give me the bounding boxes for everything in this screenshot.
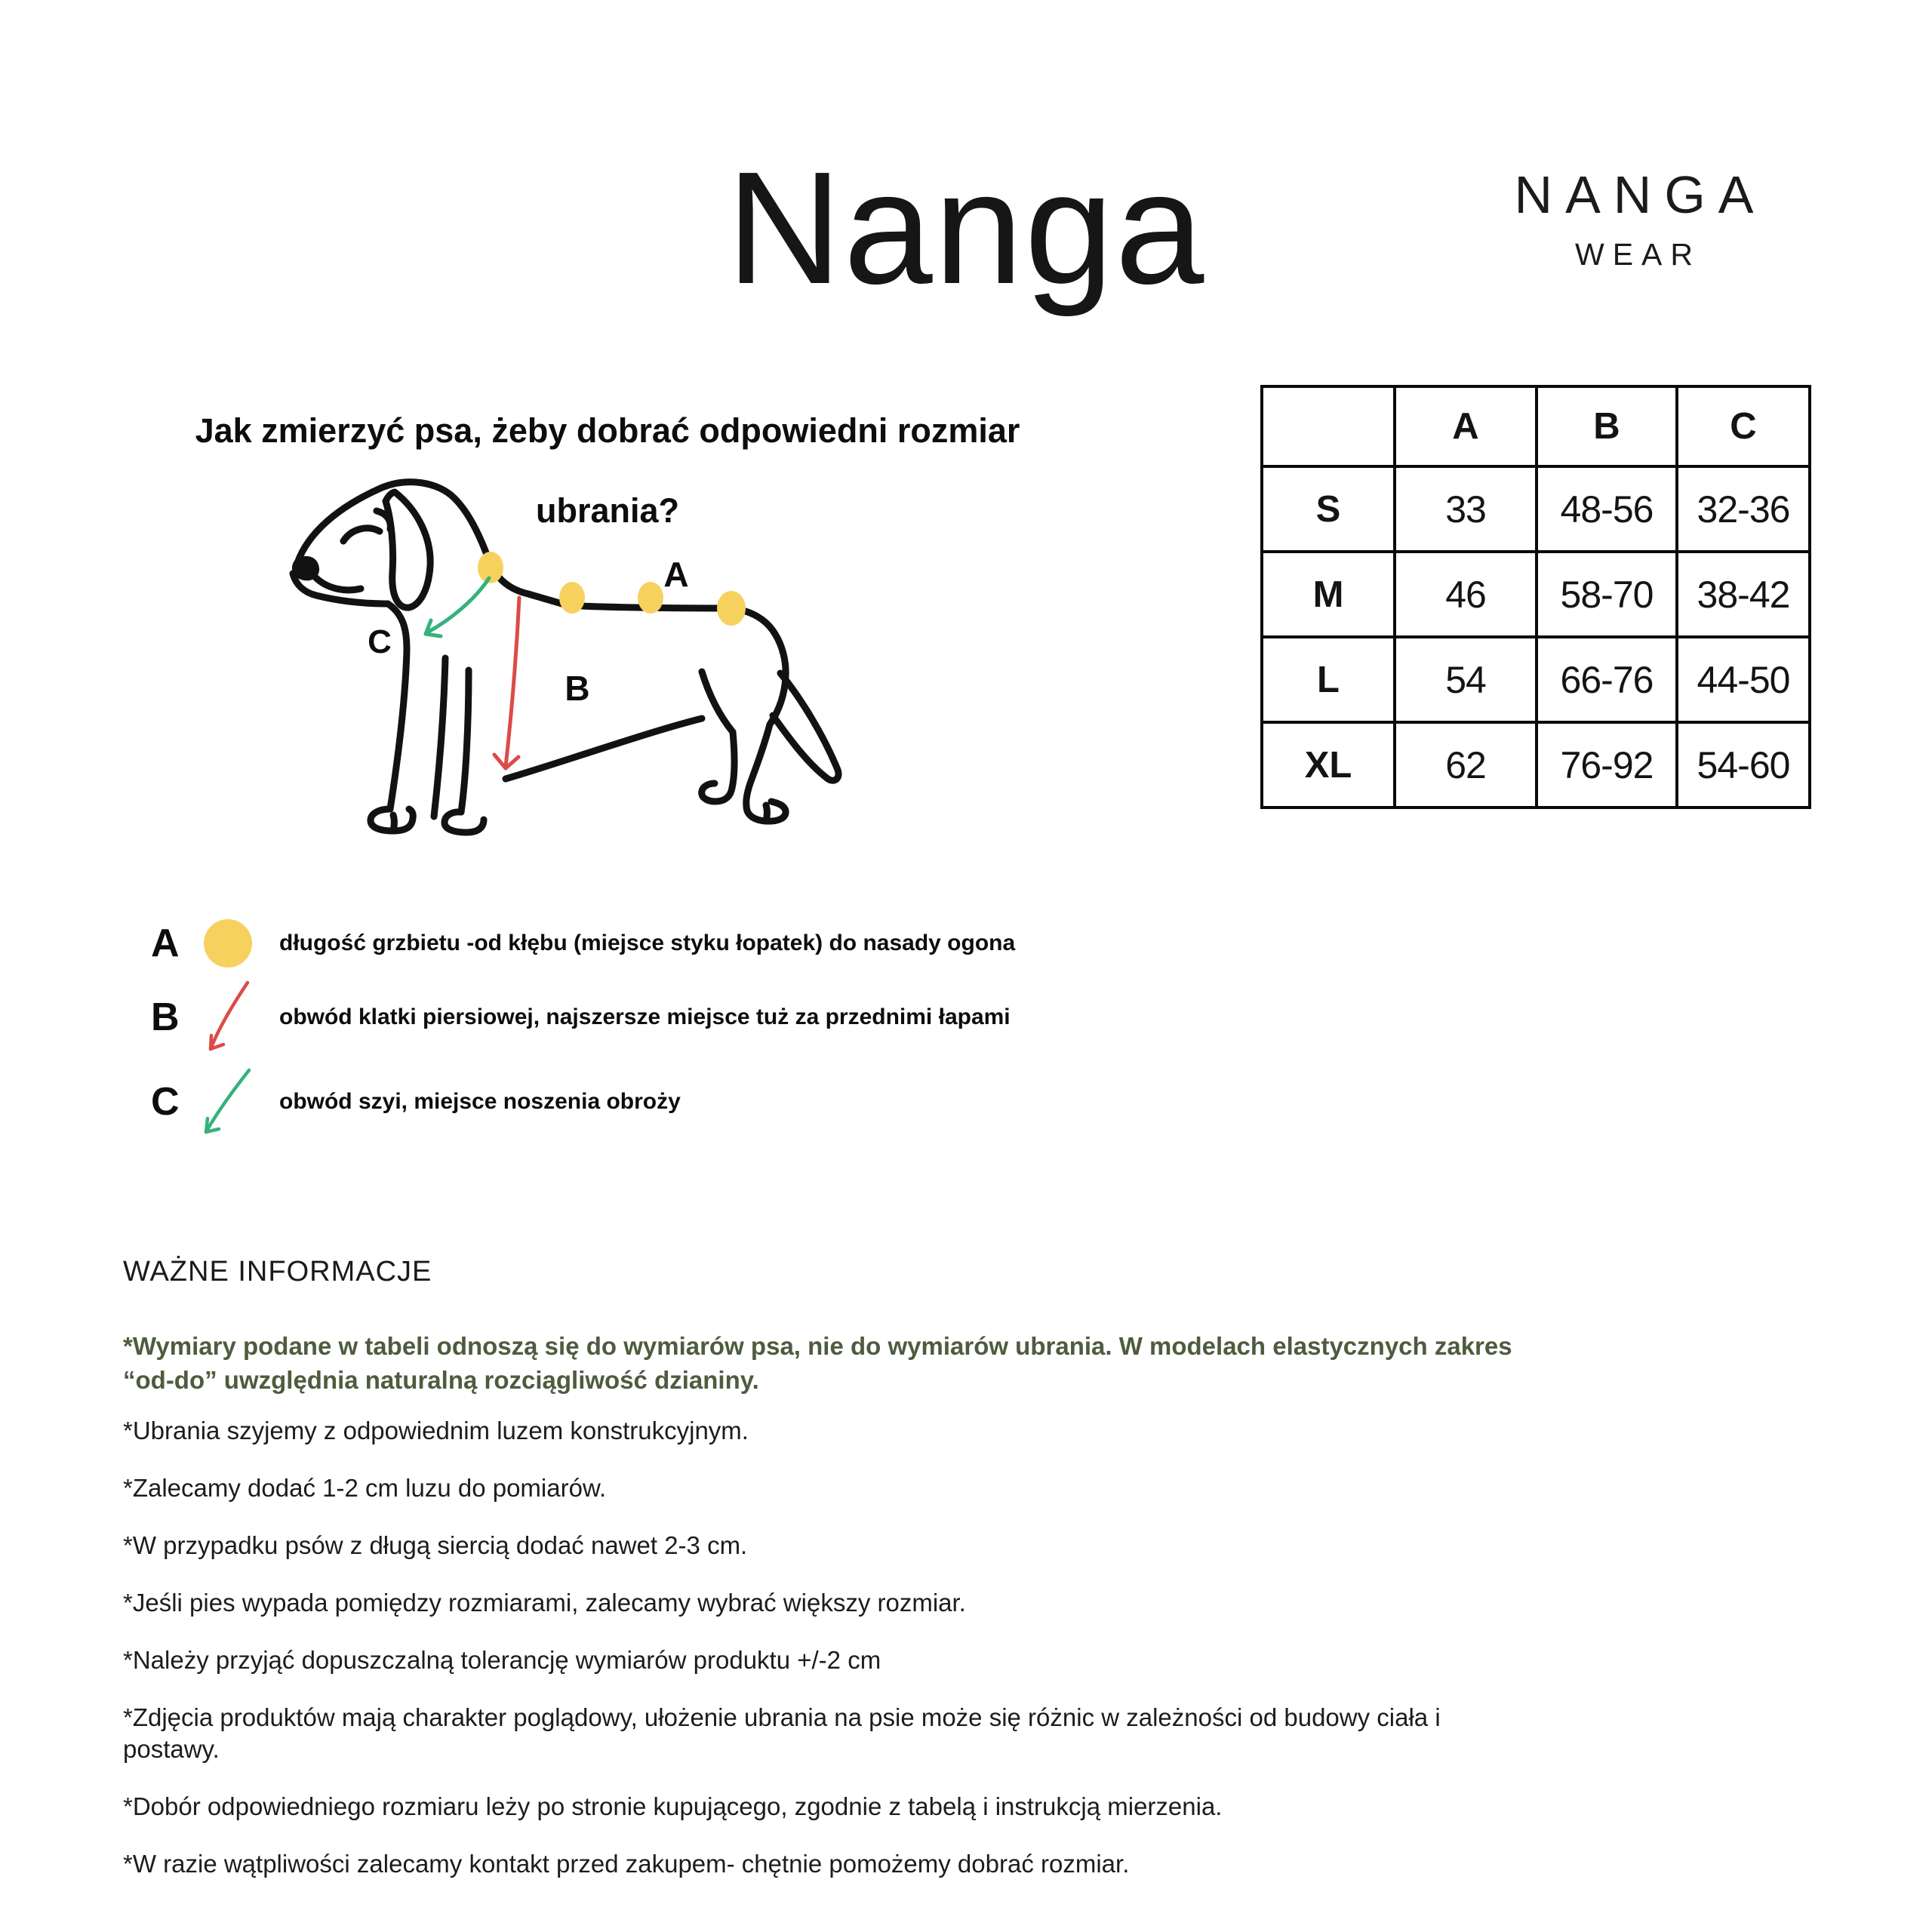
table-row [1262,552,1810,637]
legend-item-back-length [151,916,1015,971]
size-label: L [1262,637,1395,722]
legend-letter-a: A [151,921,180,965]
green-arrow-icon [198,1067,266,1137]
info-note-line: postawy. [123,1735,220,1763]
size-label: M [1262,552,1395,637]
legend-item-chest [151,978,1011,1057]
brand-logo-name: NANGA [1514,165,1767,224]
measure-heading-line1: Jak zmierzyć psa, żeby dobrać odpowiedni rozmiar [195,411,1020,450]
red-arrow-icon [198,978,266,1057]
info-heading: WAŻNE INFORMACJE [123,1256,432,1287]
info-note-line: *W razie wątpliwości zalecamy kontakt przed zakupem- chętnie pomożemy dobrać rozmiar. [123,1850,1130,1878]
diagram-label-a: A [663,555,689,594]
dog-illustration [240,478,897,863]
legend-letter-b: B [151,995,180,1039]
value-b: 48-56 [1537,466,1677,552]
dog-ear [386,492,430,608]
value-b: 66-76 [1537,637,1677,722]
legend-letter-c: C [151,1080,180,1124]
info-note [123,1702,1881,1765]
value-b: 58-70 [1537,552,1677,637]
info-note [123,1530,1881,1561]
value-c: 54-60 [1677,722,1810,808]
brand-logo [1498,165,1770,272]
measure-heading-line2: ubrania? [535,491,680,530]
legend-item-neck [151,1067,681,1137]
size-label: S [1262,466,1395,552]
value-c: 38-42 [1677,552,1810,637]
diagram-label-b: B [565,669,590,708]
table-row [1262,466,1810,552]
page-title: Nanga [726,138,1206,317]
info-note [123,1848,1881,1880]
info-note-line: *W przypadku psów z długą siercią dodać nawet 2-3 cm. [123,1531,748,1559]
diagram-label-c: C [368,623,392,660]
size-table-col-b: B [1537,386,1677,466]
size-label: XL [1262,722,1395,808]
info-note-line: *Zdjęcia produktów mają charakter poglądowy, ułożenie ubrania na psie może się różnic w zależności od budowy ciała i [123,1703,1441,1731]
size-table-col-c: C [1677,386,1810,466]
brand-logo-sub: WEAR [1575,237,1701,272]
table-row [1262,722,1810,808]
important-info-section [123,1256,1881,1906]
size-table-header-row [1262,386,1810,466]
info-note [123,1791,1881,1823]
neck-measure-arrow [426,578,489,636]
info-note-line: *Jeśli pies wypada pomiędzy rozmiarami, zalecamy wybrać większy rozmiar. [123,1589,966,1617]
value-c: 32-36 [1677,466,1810,552]
chest-measure-arrow [494,598,519,768]
legend-text-a: długość grzbietu -od kłębu (miejsce styku łopatek) do nasady ogona [279,931,1016,955]
info-highlight-line: “od-do” uwzględnia naturalną rozciągliwość dzianiny. [123,1366,759,1394]
info-note [123,1587,1881,1619]
size-table-col-a: A [1395,386,1537,466]
info-note-line: *Ubrania szyjemy z odpowiednim luzem konstrukcyjnym. [123,1417,749,1444]
info-note [123,1644,1881,1676]
size-table-corner-cell [1262,386,1395,466]
info-highlight-paragraph [123,1329,1881,1397]
info-note [123,1415,1881,1447]
size-table [1260,385,1811,809]
info-highlight-line: *Wymiary podane w tabeli odnoszą się do wymiarów psa, nie do wymiarów ubrania. W modelach elastycznych zakres [123,1332,1512,1360]
legend-text-c: obwód szyi, miejsce noszenia obroży [279,1089,681,1114]
value-c: 44-50 [1677,637,1810,722]
value-a: 33 [1395,466,1537,552]
info-note-line: *Należy przyjąć dopuszczalną tolerancję wymiarów produktu +/-2 cm [123,1646,881,1674]
legend-text-b: obwód klatki piersiowej, najszersze miejsce tuż za przednimi łapami [279,1004,1011,1029]
info-note-line: *Zalecamy dodać 1-2 cm luzu do pomiarów. [123,1474,607,1502]
value-a: 54 [1395,637,1537,722]
value-a: 46 [1395,552,1537,637]
yellow-dot-icon [204,919,252,968]
table-row [1262,637,1810,722]
value-a: 62 [1395,722,1537,808]
dog-measurement-diagram [240,478,897,867]
value-b: 76-92 [1537,722,1677,808]
info-note [123,1472,1881,1504]
info-note-line: *Dobór odpowiedniego rozmiaru leży po stronie kupującego, zgodnie z tabelą i instrukcją mierzenia. [123,1792,1223,1820]
